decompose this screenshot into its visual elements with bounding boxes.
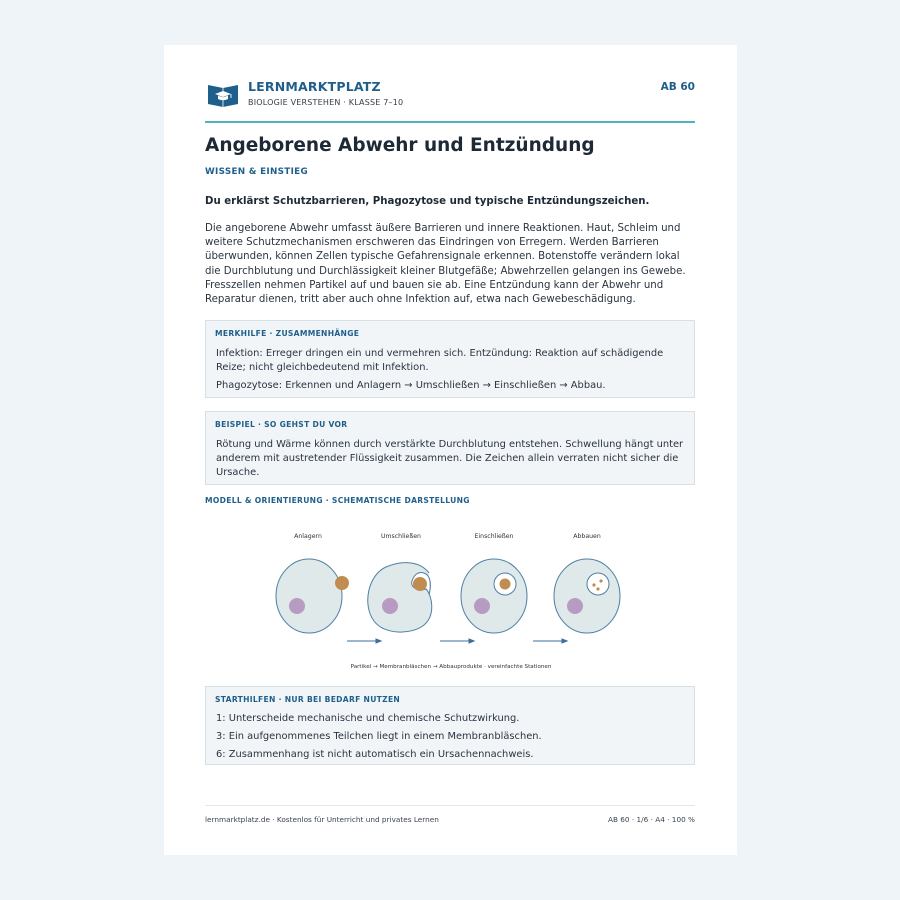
header-divider xyxy=(205,121,695,123)
starthilfe-item-1: 1: Unterscheide mechanische und chemische Schutzwirkung. xyxy=(216,713,520,724)
stage-3-cell xyxy=(461,559,527,633)
brand-subtitle: BIOLOGIE VERSTEHEN · KLASSE 7–10 xyxy=(248,98,404,107)
body-paragraph: Die angeborene Abwehr umfasst äußere Barrieren und innere Reaktionen. Haut, Schleim und weitere Schutzmechanismen erschweren das Eindringen von Erregern. Werden Barrieren überwunden, können Zellen typische Gefahrensignale erkennen. Botenstoffe verändern lokal die Durchblutung und Durchlässigkeit kleiner Blutgefäße; Abwehrzellen gelangen ins Gewebe. Fresszellen nehmen Partikel auf und bauen sie ab. Eine Entzündung kann der Abwehr und Reparatur dienen, tritt aber auch ohne Infektion auf, etwa nach Gewebeschädigung. xyxy=(205,223,686,306)
starthilfen-box xyxy=(205,686,695,765)
worksheet-code: AB 60 xyxy=(660,81,695,93)
beispiel-text: Rötung und Wärme können durch verstärkte Durchblutung entstehen. Schwellung hängt unter anderem mit austretender Flüssigkeit zusammen. Die Zeichen allein verraten nicht sicher die Ursache. xyxy=(216,439,684,478)
footer-page-info: AB 60 · 1/6 · A4 · 100 % xyxy=(607,815,695,824)
stage-label-1: Anlagern xyxy=(294,533,322,540)
stage-label-4: Abbauen xyxy=(573,533,601,540)
worksheet-page xyxy=(164,45,737,855)
merkhilfe-title: MERKHILFE · ZUSAMMENHÄNGE xyxy=(215,329,360,338)
section-tag: WISSEN & EINSTIEG xyxy=(205,167,309,177)
stage-1-cell xyxy=(276,559,349,633)
starthilfen-title: STARTHILFEN · NUR BEI BEDARF NUTZEN xyxy=(215,695,401,704)
stage-arrows xyxy=(347,639,567,643)
stage-label-2: Umschließen xyxy=(381,533,421,540)
footer-divider xyxy=(205,805,695,806)
brand-name: LERNMARKTPLATZ xyxy=(248,79,381,94)
stage-2-cell xyxy=(368,563,432,632)
page-title: Angeborene Abwehr und Entzündung xyxy=(205,135,595,156)
merkhilfe-box xyxy=(205,320,695,398)
starthilfe-item-2: 3: Ein aufgenommenes Teilchen liegt in einem Membranbläschen. xyxy=(216,731,542,742)
book-graduation-cap-icon xyxy=(207,81,239,107)
page-header xyxy=(205,79,695,123)
lead-sentence: Du erklärst Schutzbarrieren, Phagozytose und typische Entzündungszeichen. xyxy=(205,196,650,207)
footer-site-note: lernmarktplatz.de · Kostenlos für Unterricht und privates Lernen xyxy=(205,815,439,824)
starthilfe-item-3: 6: Zusammenhang ist nicht automatisch ein Ursachennachweis. xyxy=(216,749,534,760)
beispiel-box xyxy=(205,411,695,485)
beispiel-title: BEISPIEL · SO GEHST DU VOR xyxy=(215,420,348,429)
phagocytosis-diagram xyxy=(264,523,639,673)
model-title: MODELL & ORIENTIERUNG · SCHEMATISCHE DARSTELLUNG xyxy=(205,496,470,505)
diagram-caption: Partikel → Membranbläschen → Abbauprodukte · vereinfachte Stationen xyxy=(350,664,552,670)
stage-label-3: Einschließen xyxy=(474,533,514,540)
merkhilfe-line-1: Infektion: Erreger dringen ein und vermehren sich. Entzündung: Reaktion auf schädigende Reize; nicht gleichbedeutend mit Infektion. xyxy=(216,348,664,373)
stage-4-cell xyxy=(554,559,620,633)
merkhilfe-line-2: Phagozytose: Erkennen und Anlagern → Umschließen → Einschließen → Abbau. xyxy=(216,380,606,391)
